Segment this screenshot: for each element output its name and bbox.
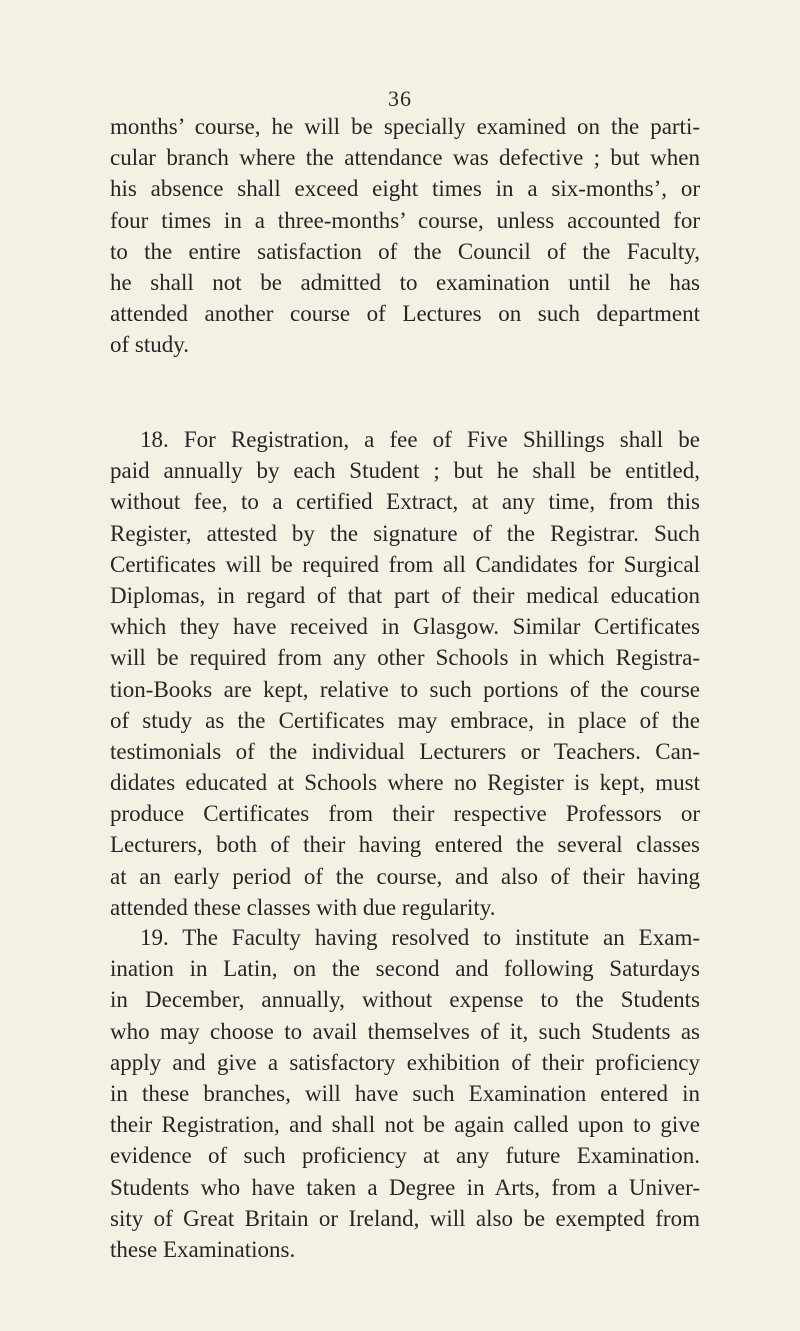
paragraph-18 <box>110 424 700 923</box>
text-line: months’ course, he will be specially examined on the parti- <box>110 114 700 139</box>
text-line: Diplomas, in regard of that part of their medical education <box>110 582 700 608</box>
text-line: Certificates will be required from all Candidates for Surgical <box>110 551 700 577</box>
text-line: sity of Great Britain or Ireland, will also be exempted from <box>110 1205 700 1231</box>
text-line: tion-Books are kept, relative to such portions of the course <box>110 676 700 702</box>
text-line: their Registration, and shall not be again called upon to give <box>110 1112 700 1138</box>
text-line: his absence shall exceed eight times in a six-months’, or <box>110 176 700 202</box>
paragraph-continuation <box>110 111 700 361</box>
text-line: who may choose to avail themselves of it, such Students as <box>110 1018 700 1044</box>
text-line: ination in Latin, on the second and following Saturdays <box>110 956 700 982</box>
text-line: of study as the Certificates may embrace, in place of the <box>110 707 700 733</box>
text-line: didates educated at Schools where no Register is kept, must <box>110 770 700 796</box>
text-line: attended these classes with due regularity. <box>110 894 496 920</box>
text-line: Register, attested by the signature of the Registrar. Such <box>110 520 700 546</box>
text-line: of study. <box>110 332 190 358</box>
text-line: paid annually by each Student ; but he shall be entitled, <box>110 458 700 484</box>
text-line: which they have received in Glasgow. Similar Certificates <box>110 614 700 640</box>
text-line: attended another course of Lectures on such department <box>110 301 700 327</box>
text-line: testimonials of the individual Lecturers or Teachers. Can- <box>110 738 700 764</box>
text-line: he shall not be admitted to examination until he has <box>110 269 700 295</box>
paragraph-19 <box>110 922 700 1265</box>
text-line: Students who have taken a Degree in Arts, from a Univer- <box>110 1174 700 1200</box>
page-number: 36 <box>388 86 412 111</box>
text-line: at an early period of the course, and also of their having <box>110 863 700 889</box>
text-line: 18. For Registration, a fee of Five Shillings shall be <box>140 427 700 452</box>
text-line: without fee, to a certified Extract, at any time, from this <box>110 489 700 515</box>
text-line: in December, annually, without expense to the Students <box>110 987 700 1013</box>
text-line: to the entire satisfaction of the Council of the Faculty, <box>110 238 700 264</box>
text-line: four times in a three-months’ course, unless accounted for <box>110 207 700 233</box>
text-line: in these branches, will have such Examination entered in <box>110 1080 700 1106</box>
text-line: evidence of such proficiency at any future Examination. <box>110 1143 700 1169</box>
text-line: apply and give a satisfactory exhibition of their proficiency <box>110 1049 700 1075</box>
text-line: produce Certificates from their respective Professors or <box>110 801 700 827</box>
text-line: 19. The Faculty having resolved to institute an Exam- <box>140 925 700 950</box>
text-line: Lecturers, both of their having entered the several classes <box>110 832 700 858</box>
text-line: these Examinations. <box>110 1236 296 1262</box>
text-line: will be required from any other Schools in which Registra- <box>110 645 700 671</box>
text-line: cular branch where the attendance was defective ; but when <box>110 145 700 171</box>
